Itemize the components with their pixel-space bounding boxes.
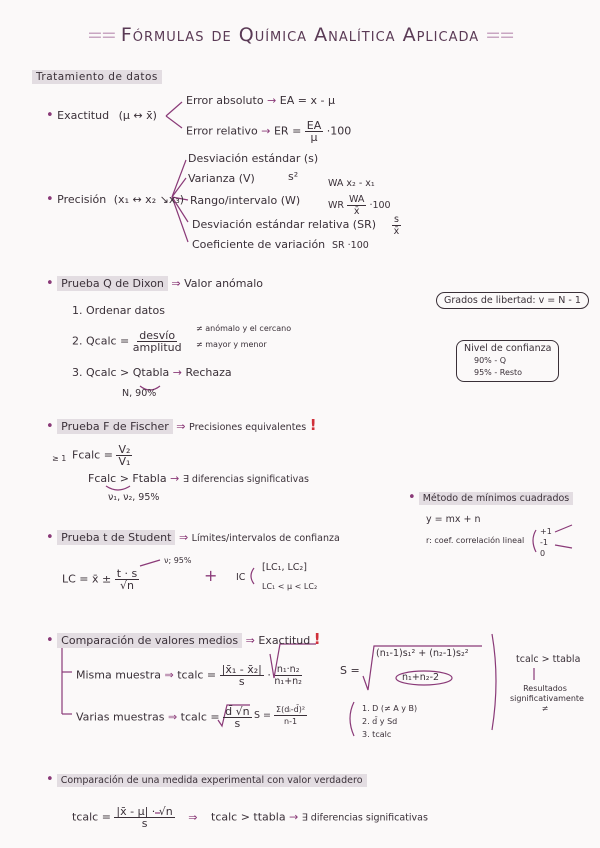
- medios-steps: 1. D (≠ A y B) 2. d̄ y Sd 3. tcalc: [362, 704, 418, 739]
- confianza-box: Nivel de confianza 90% - Q 95% - Resto: [456, 340, 559, 382]
- sr-formula: $\frac{s}{x̄}$: [393, 214, 400, 237]
- varianza-value: s²: [288, 170, 299, 183]
- dixon-n90: N, 90%: [122, 388, 157, 399]
- precision-item-desviacion: Desviación estándar (s): [188, 152, 319, 165]
- precision-row: • Precisión (x₁ ↔ x₂ ↘x₃): [46, 192, 185, 207]
- precision-item-sr: Desviación estándar relativa (SR): [192, 218, 377, 231]
- student-lc: LC = x̄ ± $\frac{t \cdot s}{√n}$: [62, 567, 138, 592]
- section-heading: Tratamiento de datos: [32, 70, 162, 84]
- error-absoluto: Error absoluto → EA = x - μ: [186, 94, 335, 107]
- minimos-r-values: +1 -1 0: [540, 527, 552, 558]
- student-nu: ν; 95%: [164, 556, 192, 565]
- verdadero-row: • Comparación de una medida experimental con valor verdadero: [46, 772, 367, 787]
- medios-misma: Misma muestra ⇒ tcalc = $\frac{\text{|x̄₁ - x̄₂|}}{s}$ · $\frac{\text{n₁·n₂}}{\text{n₁+n₂}}$: [76, 663, 302, 688]
- wa-formula: WA x₂ - x₁: [328, 178, 375, 189]
- error-relativo: Error relativo → ER = $\frac{EA}{\mu}$ ·100: [186, 119, 352, 144]
- medios-varias: Varias muestras ⇒ tcalc = $\frac{d̄ √n}{s}$: [76, 705, 250, 730]
- exactitud-label: Exactitud: [57, 109, 110, 122]
- medios-compare: tcalc > ttabla: [516, 654, 581, 665]
- medios-s-eq: S =: [340, 664, 360, 677]
- medios-s-den: n₁+n₂-2: [402, 672, 440, 683]
- medios-resultados: Resultados significativamente ≠: [510, 684, 584, 713]
- precision-item-rango: Rango/intervalo (W): [190, 194, 301, 207]
- amplitud-note: ≠ mayor y menor: [196, 340, 267, 349]
- medios-s-num: (n₁-1)s₁² + (n₂-1)s₂²: [376, 648, 469, 659]
- student-ic: IC: [236, 572, 246, 583]
- minimos-row: • Método de mínimos cuadrados: [408, 490, 573, 505]
- exactitud-row: • Exactitud (μ ↔ x̄): [46, 108, 157, 123]
- verdadero-formula: tcalc = $\frac{|x̄ - \mu| \cdot √n}{s}$ ⇒ tcalc > ttabla → ∃ diferencias significativas: [72, 805, 428, 830]
- desvio-note: ≠ anómalo y el cercano: [196, 324, 292, 333]
- page-title: == Fórmulas de Química Analítica Aplicada ==: [86, 24, 513, 46]
- dixon-row: • Prueba Q de Dixon ⇒ Valor anómalo: [46, 276, 264, 291]
- cv-value: SR ·100: [332, 240, 369, 251]
- dixon-step2: 2. Qcalc = $\frac{\text{desvío}}{\text{amplitud}}$: [72, 329, 182, 354]
- student-plus: +: [204, 566, 218, 585]
- dixon-step1: 1. Ordenar datos: [72, 304, 165, 317]
- fischer-nu: ν₁, ν₂, 95%: [108, 492, 160, 503]
- minimos-eq: y = mx + n: [426, 514, 481, 525]
- medios-row: • Comparación de valores medios ⇒ Exactitud !: [46, 630, 321, 648]
- wr-formula: WR $\frac{WA}{x̄}$ ·100: [328, 194, 391, 217]
- dixon-step3: 3. Qcalc > Qtabla → Rechaza: [72, 366, 232, 379]
- libertad-box: Grados de libertad: v = N - 1: [436, 292, 589, 309]
- precision-item-cv: Coeficiente de variación: [192, 238, 326, 251]
- minimos-r: r: coef. correlación lineal: [426, 536, 525, 545]
- fischer-cmp: Fcalc > Ftabla → ∃ diferencias significativas: [88, 472, 309, 485]
- medios-s2: S = $\frac{\text{Σ(dᵢ-d̄)²}}{n-1}$: [254, 705, 306, 726]
- fischer-row: • Prueba F de Fischer ⇒ Precisiones equivalentes !: [46, 416, 317, 434]
- fischer-fcalc: Fcalc = $\frac{\text{V₂}}{\text{V₁}}$: [72, 443, 131, 468]
- student-row: • Prueba t de Student ⇒ Límites/intervalos de confianza: [46, 530, 340, 545]
- student-ic-bottom: LC₁ < μ < LC₂: [262, 582, 318, 591]
- fischer-ge1: ≥ 1: [52, 454, 67, 463]
- precision-item-varianza: Varianza (V): [188, 172, 255, 185]
- student-ic-top: [LC₁, LC₂]: [262, 562, 307, 573]
